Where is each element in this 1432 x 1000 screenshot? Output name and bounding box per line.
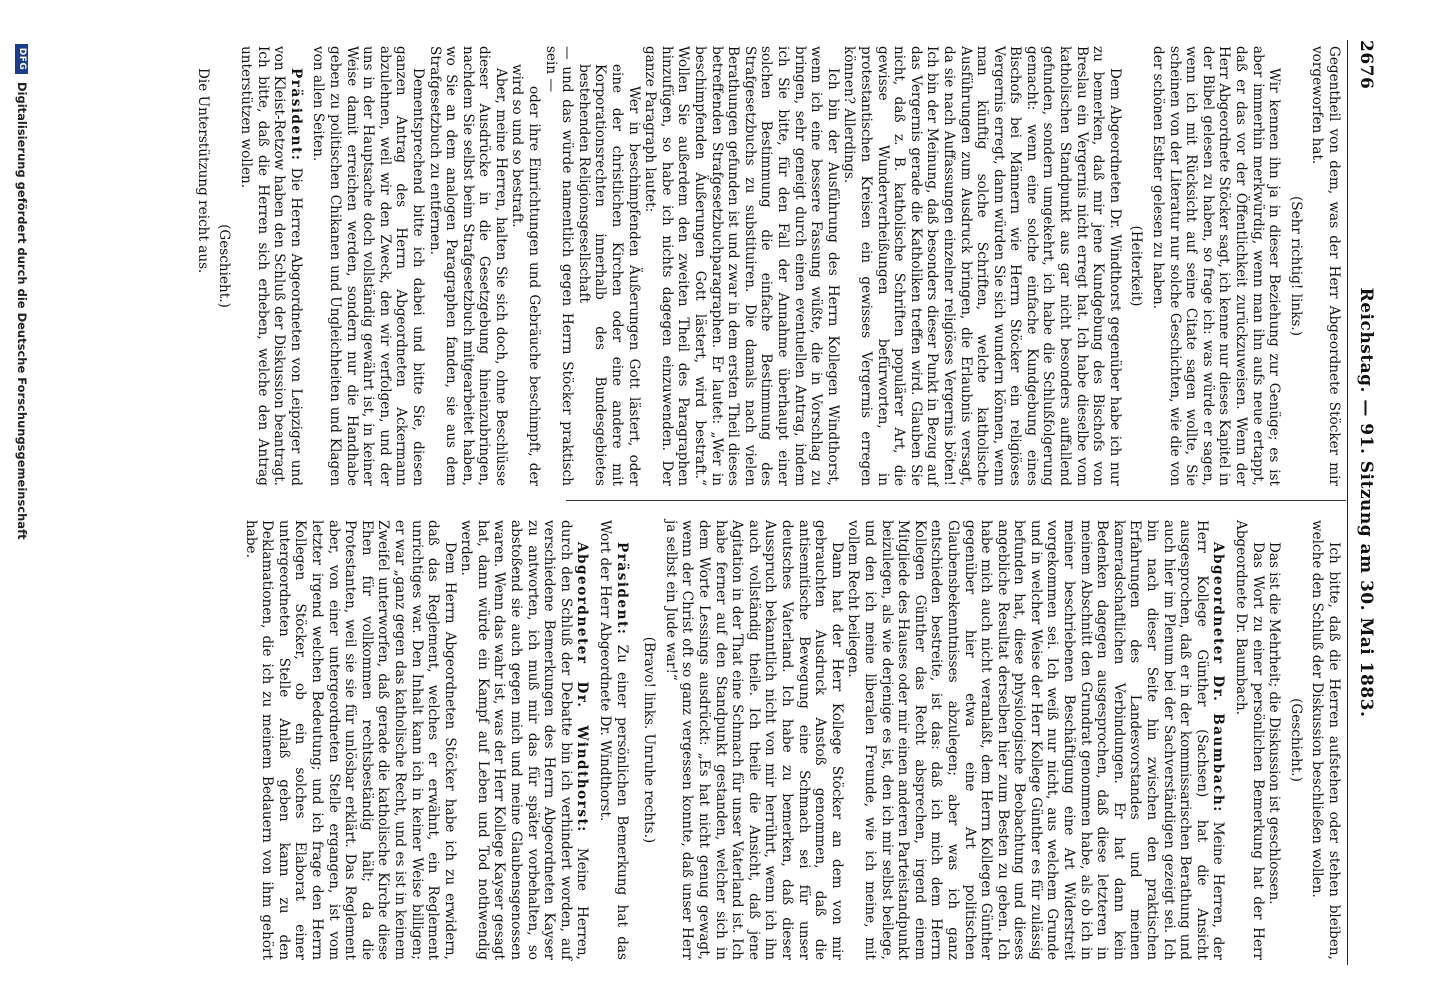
digitization-credit xyxy=(14,44,30,984)
speaker-name: Präsident: xyxy=(613,542,630,636)
paragraph: Ich bitte, daß die Herren aufstehen oder stehen bleiben, welche den Schluß der Diskussion beschließen wollen. xyxy=(1309,520,1342,960)
interjection: (Geschieht.) xyxy=(216,224,233,308)
speech-paragraph: Präsident: Die Herren Abgeordneten von Leipziger und von Kleist-Retzow haben den Schluß der Diskussion beantragt. Ich bitte, daß die Herren sich erheben, welche den Antrag unterstützen wollen. xyxy=(238,46,304,486)
interjection: (Bravo! links. Unruhe rechts.) xyxy=(641,636,658,844)
speaker-name: Präsident: xyxy=(287,68,304,162)
quoted-paragraph: Wer in beschimpfenden Äußerungen Gott lästert, oder eine der christlichen Kirchen oder eine andere mit Korporationsrechten innerhalb des Bundesgebietes bestehenden Religionsgesellschaft xyxy=(575,64,642,486)
page-number: 2676 xyxy=(1356,40,1376,90)
paragraph: Die Unterstützung reicht aus. xyxy=(194,68,211,274)
paragraph: Das ist die Mehrheit; die Diskussion ist geschlossen. xyxy=(1266,542,1283,905)
credit-text: Digitalisierung gefördert durch die Deutsche Forschungsgemeinschaft xyxy=(15,82,29,540)
paragraph: Aber, meine Herren, halten Sie sich doch, ohne Beschlüsse dieser Ausdrücke in die Gesetzgebung hineinzubringen, nachdem Sie selbst beim Strafgesetzbuch mitgearbeitet haben, wo Sie an dem analogen Paragraphen fanden, sie aus dem Strafgesetzbuch zu entfernen. xyxy=(426,46,509,486)
quoted-paragraph: oder ihre Einrichtungen und Gebräuche beschimpft, der wird so und so bestraft. xyxy=(509,64,543,486)
interjection: (Heiterkeit) xyxy=(1128,225,1145,307)
speech-paragraph: Abgeordneter Dr. Windthorst: Meine Herren, durch den Schluß der Debatte bin ich verhindert worden, auf verschiedene Bemerkungen des Herrn Abgeordneten Kayser zu antworten, ich muß mir das für später vorbehalten, so abstoßend sie auch gegen mich und meine Glaubensgenossen waren. Wenn das wahr ist, was der Herr Kollege Kayser gesagt hat, dann würde ein Kampf auf Leben und Tod nothwendig werden. xyxy=(458,520,591,960)
paragraph: Das Wort zu einer persönlichen Bemerkung hat der Herr Abgeordnete Dr. Baumbach. xyxy=(1233,520,1266,960)
left-column xyxy=(194,46,1342,486)
header-rule xyxy=(1347,40,1348,965)
paragraph: Wir kennen ihn ja in dieser Beziehung zur Genüge; es ist aber immerhin merkwürdig, wenn man ihn aufs neue ertappt, daß er das vor der Öffentlichkeit zurückzuweisen. Wenn der Herr Abgeordnete Stöcker sagt, ich kenne nur dieses Kapitel in der Bibel gelesen zu haben, so frage ich: was würde er sagen, wenn ich mit Rücksicht auf seine Citate sagen wollte, Sie scheinen von der Literatur nur solche Geschichten, wie die von der schönen Esther gelesen zu haben. xyxy=(1150,46,1283,486)
page-header xyxy=(1352,40,1374,965)
dfg-logo: DFG xyxy=(15,44,28,74)
paragraph: — und das würde namentlich gegen Herrn Stöcker praktisch sein — xyxy=(542,46,576,486)
speech-paragraph: Präsident: Zu einer persönlichen Bemerkung hat das Wort der Herr Abgeordnete Dr. Windthorst. xyxy=(597,520,630,960)
interjection: (Sehr richtig! links.) xyxy=(1287,195,1304,337)
paragraph: Dementsprechend bitte ich dabei und bitte Sie, diesen ganzen Antrag des Herrn Abgeordneten Ackermann abzulehnen, weil wir den Zweck, den wir verfolgen, und der uns in der Hauptsache doch vollständig gewährt ist, in keiner Weise damit erreichen werden, sondern nur die Handhabe geben zu politischen Chikanen und Ungleichheiten und Klagen von allen Seiten. xyxy=(310,46,426,486)
paragraph: Ich bin der Ausführung des Herrn Kollegen Windthorst, wenn ich eine bessere Fassung wüßte, die in Vorschlag zu bringen, sehr geneigt durch einen eventuellen Antrag, indem ich Sie bitte, für den Fall der Annahme überhaupt einer solchen Bestimmung die einfache Bestimmung des Strafgesetzbuchs zu substituiren. Die damals nach vielen Berathungen gefunden ist und zwar in dem ersten Theil dieses betreffenden Strafgesetzbuchparagraphen. Er lautet: „Wer in beschimpfenden Äußerungen Gott lästert, wird bestraft.“ Wollen Sie außerdem den zweiten Theil des Paragraphen hinzufügen, so habe ich nichts dagegen einzuwenden. Der ganze Paragraph lautet: xyxy=(642,46,841,486)
paragraph: Dem Herrn Abgeordneten Stöcker habe ich zu erwidern, daß das Reglement, welches er erwähnt, ein Reglement unrichtiges war. Den Inhalt kann ich in keiner Weise billigen; er war „ganz gegen das katholische Recht, und es ist in keinem Zweifel unterworfen, daß gerade die katholische Kirche diese Ehen für vollkommen rechtsbeständig hält; da die Protestanten, weil sie sie für unlösbar erklärt. Das Reglement aber, von einer untergeordneten Stelle ergangen, ist vom letzter irgend welchen Bedeutung; und ich frage den Herrn Kollegen Stöcker, ob ein solches Elaborat einer untergeordneten Stelle Anlaß geben kann zu den Deklamationen, die ich zu meinem Bedauern von ihm gehört habe. xyxy=(242,520,458,960)
interjection: (Geschieht.) xyxy=(1287,698,1304,782)
running-title: Reichstag. — 91. Sitzung am 30. Mai 1883. xyxy=(1356,287,1376,718)
right-column xyxy=(242,520,1342,960)
paragraph: Dem Abgeordneten Dr. Windthorst gegenüber habe ich nur zu bemerken, daß mir jene Kundgebung des Bischofs von Breslau ein Vergernis nicht erregt hat. Ich habe dieselbe vom katholischen Standpunkt aus gar nicht besonders auffallend gefunden, sondern umgekehrt, ich habe die Schlußfolgerung gemacht: wenn eine solche einfache Kundgebung eines Bischofs bei Männern wie Herrn Stöcker ein religiöses Vergernis erregt, dann würden Sie sich wundern können, wenn man künftig solche Schriften, welche katholische Ausführungen zum Ausdruck bringen, die Erlaubnis versagt, da sie nach Auffassungen einzelner religiöses Vergernis böten! Ich bin der Meinung, daß besonders dieser Punkt in Bezug auf das Vergernis gerade die Katholiken treffen wird. Glauben Sie nicht, daß z. B. katholische Schriften populärer Art, die gewisse Wunderverheißungen befürworten, in protestantischen Kreisen ein gewisses Vergernis erregen können? Allerdings. xyxy=(841,46,1123,486)
column-divider xyxy=(566,500,1346,501)
paragraph: Gegentheil von dem, was der Herr Abgeordnete Stöcker mir vorgeworfen hat. xyxy=(1309,46,1342,486)
speech-paragraph: Abgeordneter Dr. Baumbach: Meine Herren, der Herr Kollege Günther (Sachsen) hat die Ansicht ausgesprochen, daß er in der kommissarischen Berathung und auch hier im Plenum bei der Sachverständigen gezeigt sei. Ich bin nach dieser Seite hin zwischen den praktischen Erfahrungen des Landesvorstandes und meinen kameradschaftlichen Verbindungen. Er hat dann kein Bedenken dagegen ausgesprochen, daß diese letzteren in meinem Abschnitt den Grundrat genommen habe, als ob ich in meiner beschriebenen Beschäftigung eine Art Widerstreit vorgekommen sei. Ich weiß nur nicht, aus welchem Grunde und in welcher Weise der Herr Kollege Günther es für zulässig befunden hat, diese physiologische Beobachtung und dieses angebliche Resultat derselben hier zum Besten zu geben. Ich habe mich auch nicht veranlaßt, dem Herrn Kollegen Günther gegenüber hier etwa eine Art politischen Glaubensbekenntnisses abzulegen; aber was ich ganz entschieden bestreite, ist das: daß ich mich dem Herrn Kollegen Günther das Recht absprechen, irgend einem Mitgliede des Hauses oder mir einen anderen Parteistandpunkt beizulegen, als wie derjenige es ist, den ich mir selbst beilege, und den ich meine liberalen Freunde, wie ich meine, mit vollem Recht beilegen. xyxy=(845,520,1227,960)
speaker-name: Abgeordneter Dr. Baumbach: xyxy=(1210,542,1227,813)
paragraph: Dann hat der Herr Kollege Stöcker an dem von mir gebrauchten Ausdruck Anstoß genommen, daß die antisemitische Bewegung eine Schmach sei für unser deutsches Vaterland. Ich habe zu bemerken, daß dieser Ausspruch bekanntlich nicht von mir herrührt, wenn ich ihn auch vollständig theile. Ich theile die Ansicht, daß jene Agitation in der That eine Schmach für unser Vaterland ist. Ich habe ferner auf den Standpunkt gestanden, welcher sich in dem Worte Lessings ausdrückt: „Es hat nicht genug gewagt, wenn der Christ oft so ganz vergessen konnte, daß unser Herr ja selbst ein Jude war!“ xyxy=(662,520,845,960)
speaker-name: Abgeordneter Dr. Windthorst: xyxy=(574,542,591,833)
